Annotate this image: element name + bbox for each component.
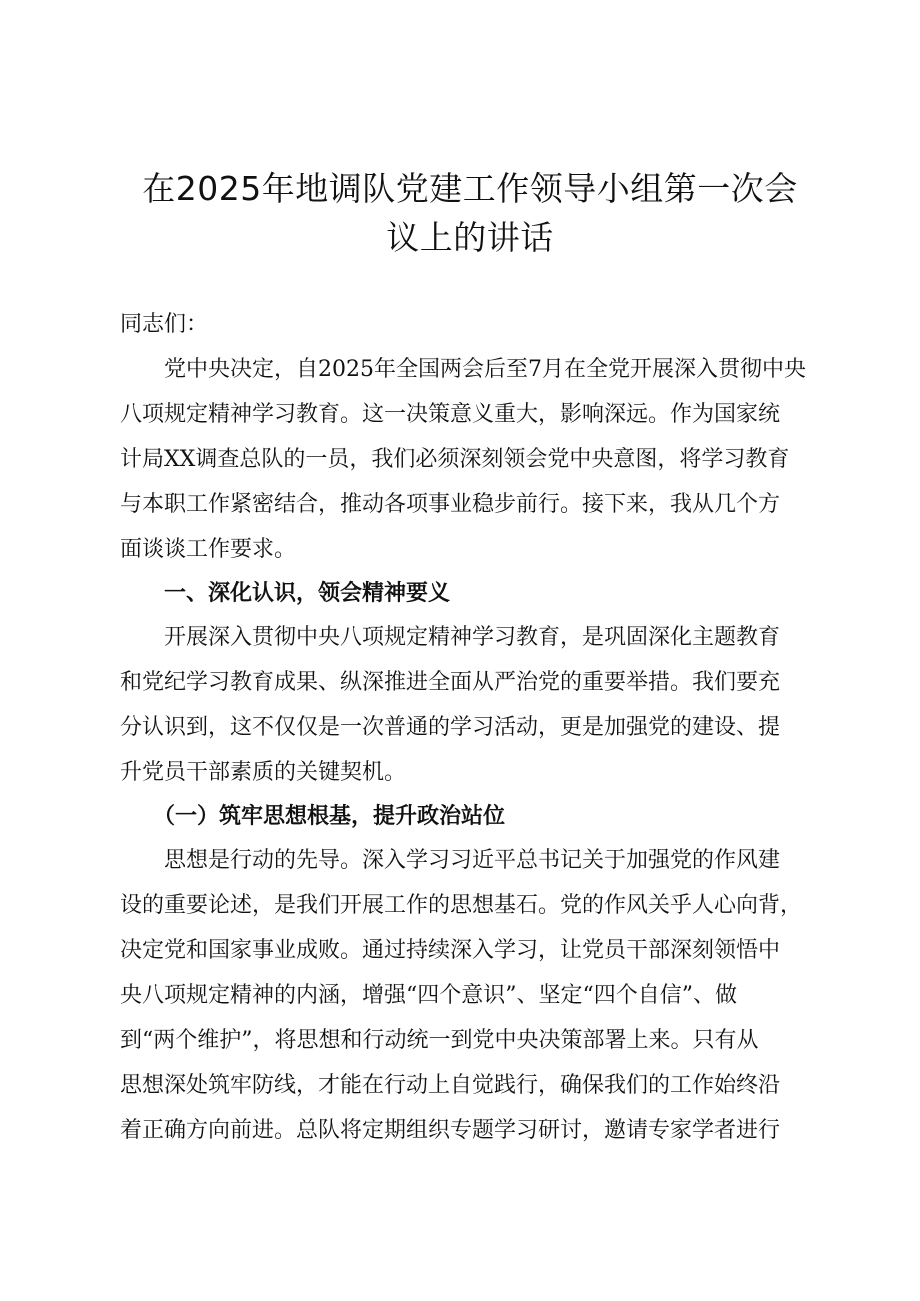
subsection-heading-1: （一）筑牢思想根基，提升政治站位 — [120, 803, 506, 829]
paragraph-line: 八项规定精神学习教育。这一决策意义重大，影响深远。作为国家统 — [120, 402, 781, 427]
document-title-line-1: 在2025年地调队党建工作领导小组第一次会 — [142, 169, 798, 208]
paragraph-line: 设的重要论述，是我们开展工作的思想基石。党的作风关乎人心向背， — [120, 893, 803, 918]
paragraph-line: 与本职工作紧密结合，推动各项事业稳步前行。接下来，我从几个方 — [120, 492, 781, 517]
paragraph-line: 到“两个维护”，将思想和行动统一到党中央决策部署上来。只有从 — [120, 1028, 759, 1053]
section-heading-1: 一、深化认识，领会精神要义 — [120, 580, 451, 606]
paragraph-line: 面谈谈工作要求。 — [120, 537, 297, 562]
document-title-line-2: 议上的讲话 — [386, 218, 554, 257]
paragraph-line: 分认识到，这不仅仅是一次普通的学习活动，更是加强党的建设、提 — [120, 715, 781, 740]
paragraph-line: 央八项规定精神的内涵，增强“四个意识”、坚定“四个自信”、做 — [120, 983, 737, 1008]
salutation: 同志们： — [120, 312, 209, 337]
paragraph-line: 着正确方向前进。总队将定期组织专题学习研讨，邀请专家学者进行 — [120, 1118, 781, 1143]
paragraph-line: 计局XX调查总队的一员，我们必须深刻领会党中央意图，将学习教育 — [120, 447, 790, 472]
paragraph-line: 决定党和国家事业成败。通过持续深入学习，让党员干部深刻领悟中 — [120, 938, 781, 963]
paragraph-line: 和党纪学习教育成果、纵深推进全面从严治党的重要举措。我们要充 — [120, 670, 781, 695]
paragraph-line: 开展深入贯彻中央八项规定精神学习教育，是巩固深化主题教育 — [120, 625, 781, 650]
paragraph-line: 党中央决定，自2025年全国两会后至7月在全党开展深入贯彻中央 — [120, 357, 806, 382]
paragraph-line: 思想深处筑牢防线，才能在行动上自觉践行，确保我们的工作始终沿 — [120, 1073, 781, 1098]
paragraph-line: 升党员干部素质的关键契机。 — [120, 760, 407, 785]
paragraph-line: 思想是行动的先导。深入学习习近平总书记关于加强党的作风建 — [120, 848, 781, 873]
